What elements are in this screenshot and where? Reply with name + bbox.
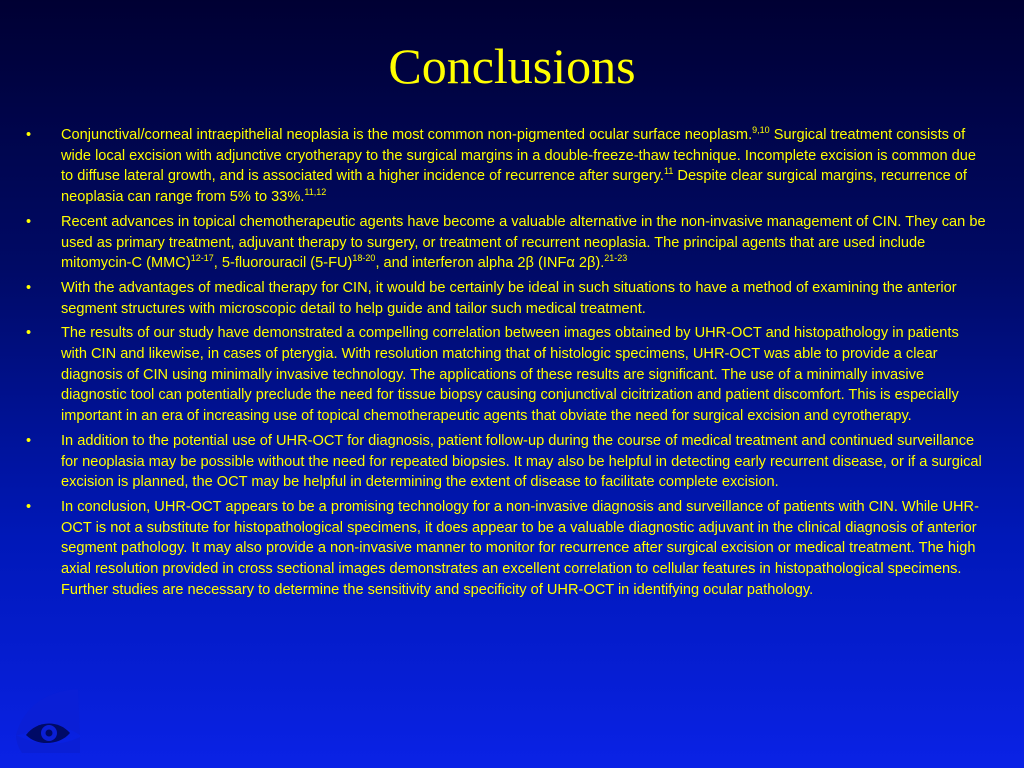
citation-superscript: 12-17 xyxy=(190,253,214,264)
bullet-text: , 5-fluorouracil (5-FU) xyxy=(213,255,353,272)
bullet-text: Despite clear surgical margins, recurrence of neoplasia can range from 5% to 33%. xyxy=(61,168,967,206)
slide-title: Conclusions xyxy=(388,38,636,94)
bullet-item xyxy=(26,125,986,208)
bullet-dot: • xyxy=(26,127,32,143)
bullet-dot: • xyxy=(26,432,32,449)
bullet-item xyxy=(26,431,986,493)
citation-superscript: 21-23 xyxy=(604,253,628,264)
bullet-text: In conclusion, UHR-OCT appears to be a promising technology for a non-invasive diagnosis and surveillance of patients with CIN. While UHR-OCT is not a substitute for histopathological specimens, it does appear to be a valuable diagnostic adjuvant in the clinical diagnosis of anterior segment pathology. It may also provide a non-invasive manner to monitor for recurrence after surgical excision or medical treatment. The high axial resolution provided in cross sectional images demonstrates an excellent correlation to cellular features in histopathological specimens. Further studies are necessary to determine the sensitivity and specificity of UHR-OCT in identifying ocular pathology. xyxy=(61,498,979,598)
bullet-dot: • xyxy=(26,213,32,230)
bullet-text: Recent advances in topical chemotherapeutic agents have become a valuable alternative in the non-invasive management of CIN. They can be used as primary treatment, adjuvant therapy to surgery, or treatment of recurrent neoplasia. The principal agents that are used include mitomycin-C (MMC) xyxy=(61,213,986,272)
citation-superscript: 9,10 xyxy=(752,125,770,135)
bullet-text: In addition to the potential use of UHR-OCT for diagnosis, patient follow-up during the course of medical treatment and continued surveillance for neoplasia may be possible without the need for repeated biopsies. It may also be helpful in detecting early recurrent disease, or if a surgical excision is planned, the OCT may be helpful in determining the extent of disease to facilitate complete excision. xyxy=(61,432,982,491)
bullet-dot: • xyxy=(26,279,32,296)
bullet-text: Surgical treatment consists of wide local excision with adjunctive cryotherapy to the surgical margins in a double-freeze-thaw technique. Incomplete excision is common due to diffuse lateral growth, and is associated with a higher incidence of recurrence after surgery. xyxy=(61,127,977,185)
citation-superscript: 11 xyxy=(664,166,674,177)
citation-superscript: 18-20 xyxy=(352,253,376,264)
bullet-text: With the advantages of medical therapy for CIN, it would be certainly be ideal in such situations to have a method of examining the anterior segment structures with microscopic detail to help guide and tailor such medical treatment. xyxy=(61,279,957,317)
bullet-text: Conjunctival/corneal intraepithelial neoplasia is the most common non-pigmented ocular surface neoplasm. xyxy=(61,127,753,143)
eye-logo-icon xyxy=(12,683,84,755)
bullet-text: The results of our study have demonstrated a compelling correlation between images obtained by UHR-OCT and histopathology in patients with CIN and likewise, in cases of pterygia. With resolution matching that of histologic specimens, UHR-OCT was able to provide a clear diagnosis of CIN using minimally invasive technology. The applications of these results are significant. The use of a minimally invasive diagnostic tool can potentially preclude the need for tissue biopsy causing conjunctival cicitrization and patient discomfort. This is especially important in an era of increasing use of topical chemotherapeutic agents that obviate the need for surgical excision and cyrotherapy. xyxy=(61,325,959,425)
citation-superscript: 11,12 xyxy=(304,187,327,198)
bullet-item xyxy=(26,497,986,601)
bullet-list xyxy=(26,125,986,604)
bullet-item xyxy=(26,278,986,319)
bullet-item xyxy=(26,323,986,427)
bullet-dot: • xyxy=(26,498,32,515)
bullet-text: , and interferon alpha 2β (INFα 2β). xyxy=(375,255,605,272)
bullet-dot: • xyxy=(26,325,32,342)
bullet-item xyxy=(26,212,986,274)
